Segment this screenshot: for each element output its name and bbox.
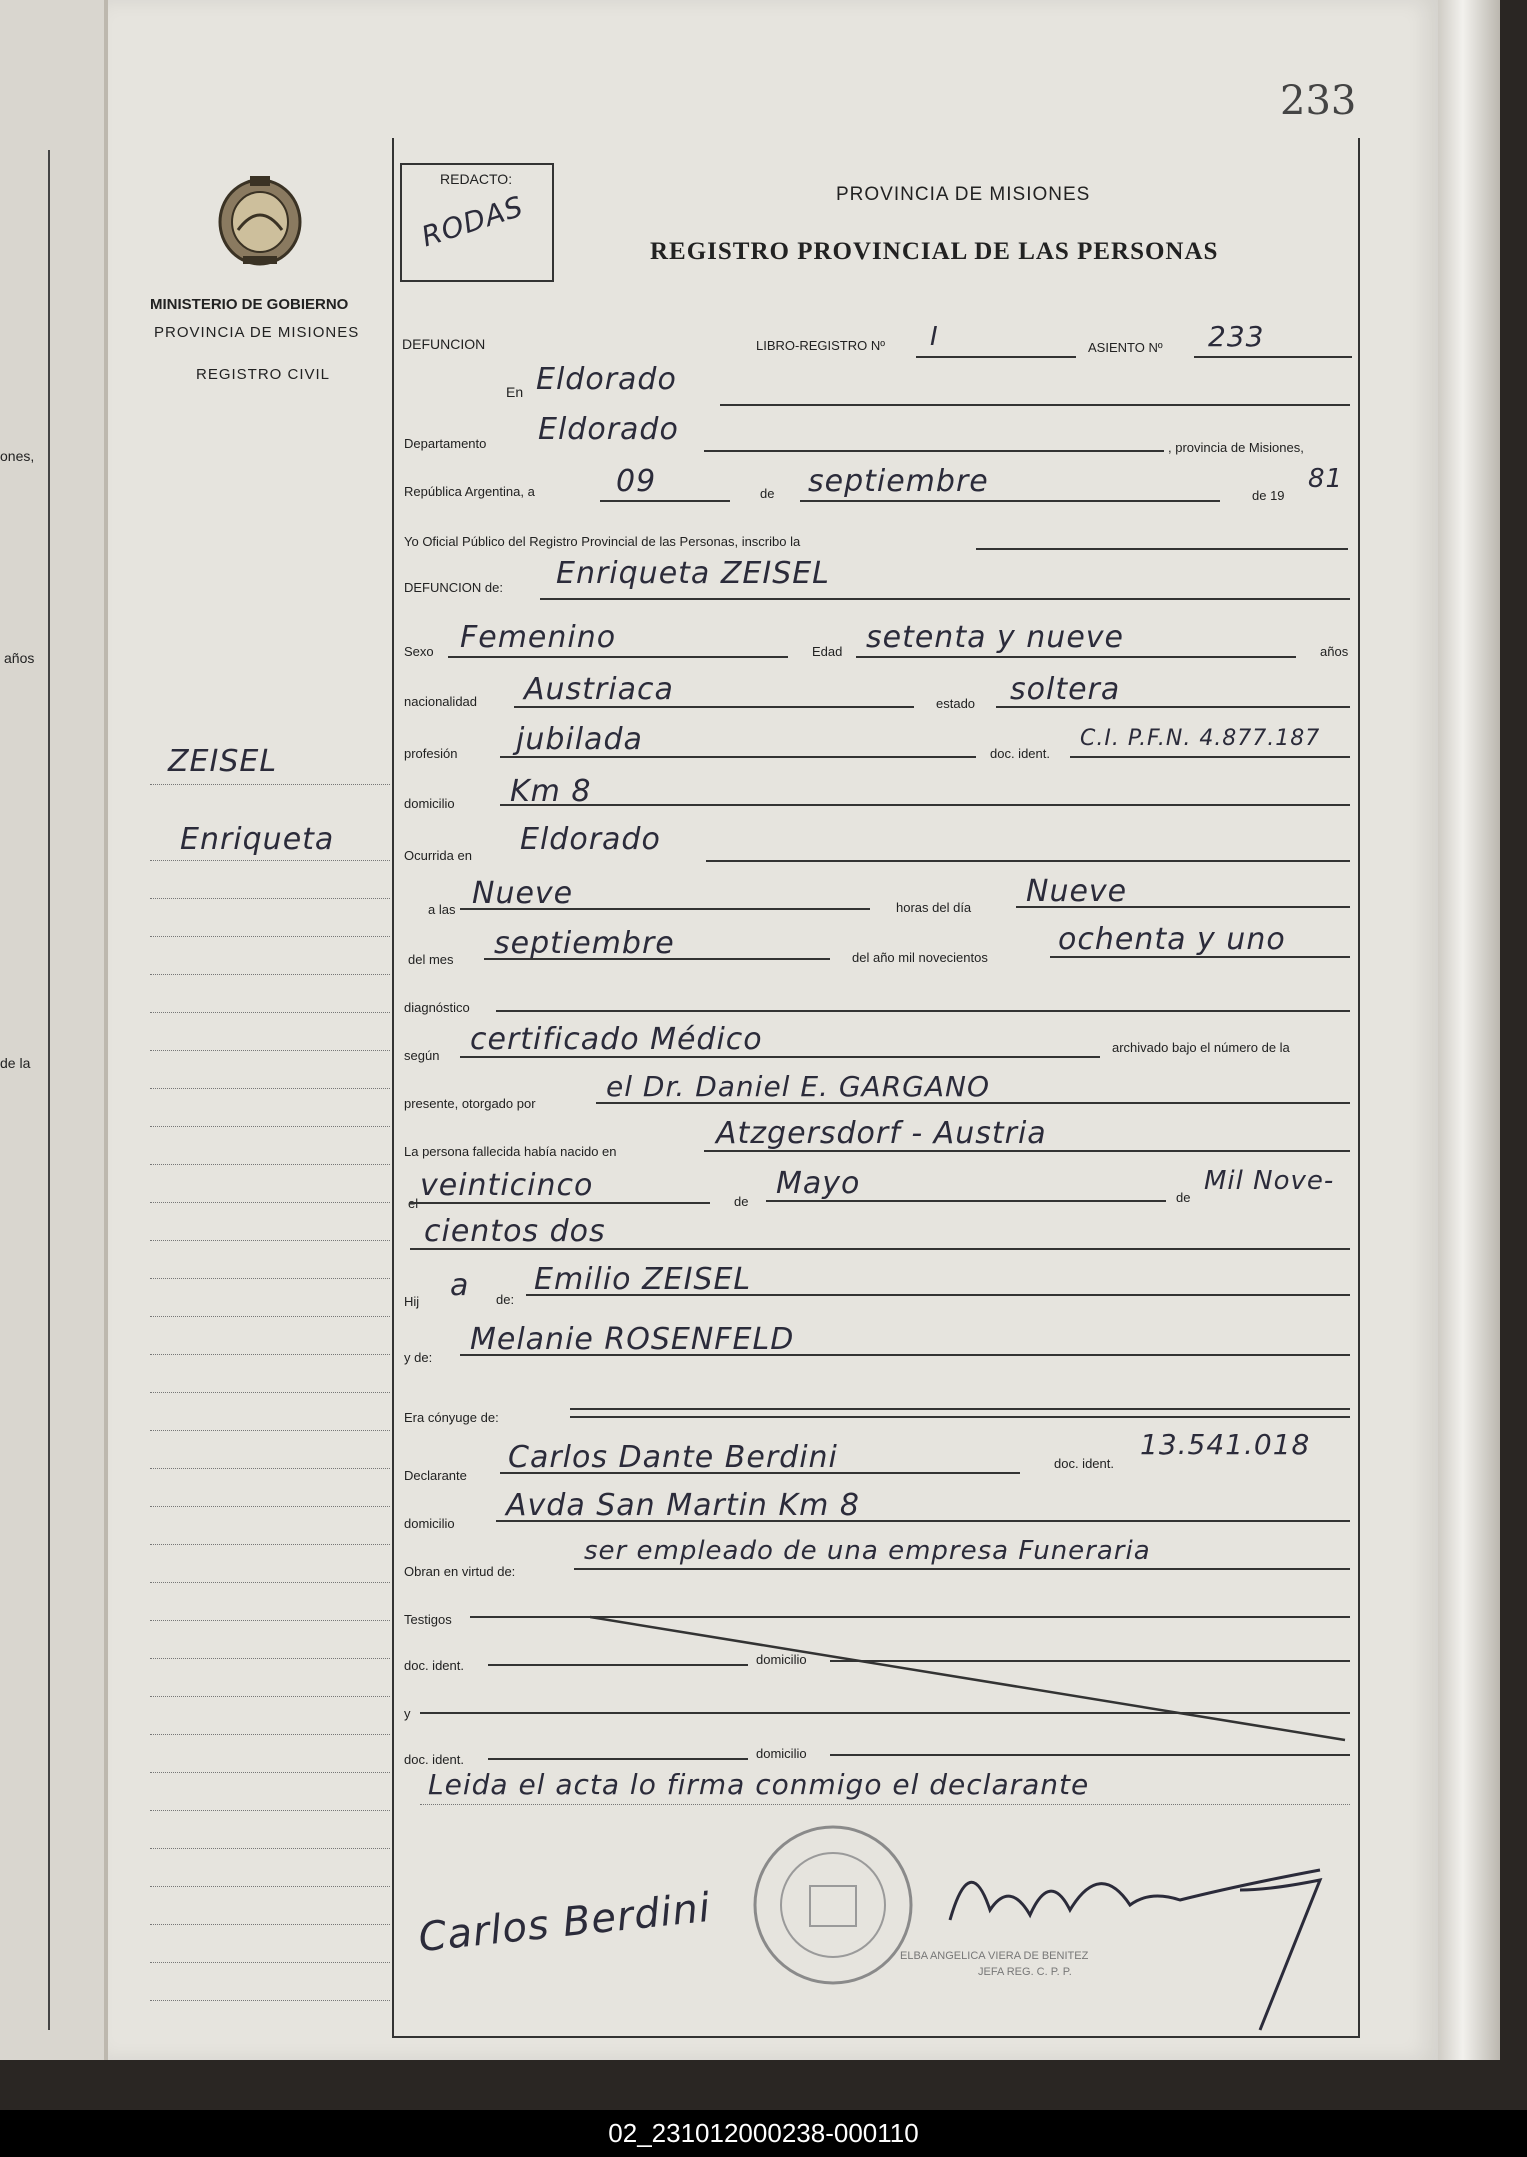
departamento-value: Eldorado bbox=[538, 412, 679, 447]
decl-domicilio-value: Avda San Martin Km 8 bbox=[506, 1488, 860, 1523]
year-value: 81 bbox=[1308, 464, 1344, 494]
t2-docident-label: doc. ident. bbox=[404, 1752, 464, 1767]
departamento-label: Departamento bbox=[404, 436, 487, 451]
hij-suffix: a bbox=[450, 1268, 470, 1303]
horas-value: Nueve bbox=[1026, 874, 1128, 909]
defuncion-de-label: DEFUNCION de: bbox=[404, 580, 503, 595]
estado-value: soltera bbox=[1010, 672, 1121, 707]
hij-label: Hij bbox=[404, 1294, 420, 1309]
diagnostico-label: diagnóstico bbox=[404, 1000, 470, 1015]
t-domicilio-label: domicilio bbox=[756, 1652, 807, 1667]
ministry-line-1: MINISTERIO DE GOBIERNO bbox=[150, 296, 349, 313]
provincia-suffix: , provincia de Misiones, bbox=[1168, 440, 1304, 455]
el-year-cont: cientos dos bbox=[424, 1214, 606, 1249]
official-seal-icon bbox=[748, 1820, 918, 1995]
anos-label: años bbox=[1320, 644, 1349, 659]
el-year-value: Mil Nove- bbox=[1204, 1166, 1335, 1196]
obran-label: Obran en virtud de: bbox=[404, 1564, 516, 1579]
delmes-label: del mes bbox=[408, 952, 454, 967]
padre-value: Emilio ZEISEL bbox=[534, 1262, 752, 1297]
header-registry: REGISTRO PROVINCIAL DE LAS PERSONAS bbox=[650, 238, 1219, 265]
archivado-label: archivado bajo el número de la bbox=[1112, 1040, 1290, 1055]
hij-de-label: de: bbox=[496, 1292, 515, 1307]
nacido-value: Atzgersdorf - Austria bbox=[716, 1116, 1047, 1151]
margin-given-name: Enriqueta bbox=[180, 822, 335, 857]
signature-left: Carlos Berdini bbox=[416, 1884, 714, 1962]
asiento-label: ASIENTO Nº bbox=[1088, 340, 1163, 355]
domicilio-value: Km 8 bbox=[510, 774, 592, 809]
frame-left bbox=[392, 138, 394, 2038]
yde-label: y de: bbox=[404, 1350, 433, 1365]
sexo-label: Sexo bbox=[404, 644, 434, 659]
conyuge-label: Era cónyuge de: bbox=[404, 1410, 499, 1425]
docident-label: doc. ident. bbox=[990, 746, 1050, 761]
left-page bbox=[0, 0, 108, 2060]
edad-label: Edad bbox=[812, 644, 843, 659]
ministry-line-2: PROVINCIA DE MISIONES bbox=[154, 324, 360, 341]
year-prefix: de 19 bbox=[1252, 488, 1285, 503]
profesion-value: jubilada bbox=[516, 722, 643, 757]
left-fragment-1: ones, bbox=[0, 448, 35, 464]
presente-label: presente, otorgado por bbox=[404, 1096, 536, 1111]
oficial-text: Yo Oficial Público del Registro Provincial de las Personas, inscribo la bbox=[404, 534, 801, 549]
redacto-label: REDACTO: bbox=[440, 171, 513, 187]
el-label: el bbox=[408, 1196, 419, 1211]
header-province: PROVINCIA DE MISIONES bbox=[836, 184, 1091, 205]
madre-value: Melanie ROSENFELD bbox=[470, 1322, 795, 1357]
delmes-value: septiembre bbox=[494, 926, 675, 961]
decl-docident-value: 13.541.018 bbox=[1140, 1428, 1311, 1461]
stamp-text-1: ELBA ANGELICA VIERA DE BENITEZ bbox=[900, 1950, 1089, 1962]
left-fragment-2: años bbox=[4, 650, 35, 666]
obran-value: ser empleado de una empresa Funeraria bbox=[584, 1536, 1151, 1566]
type-label: DEFUNCION bbox=[402, 336, 486, 352]
defuncion-de-value: Enriqueta ZEISEL bbox=[556, 556, 830, 591]
segun-label: según bbox=[404, 1048, 440, 1063]
estado-label: estado bbox=[936, 696, 976, 711]
el-de-label: de bbox=[734, 1194, 749, 1209]
margin-dotted-lines bbox=[150, 740, 390, 2040]
profesion-label: profesión bbox=[404, 746, 458, 761]
edad-value: setenta y nueve bbox=[866, 620, 1124, 655]
background-band bbox=[0, 2060, 1527, 2110]
book-edge bbox=[1438, 0, 1500, 2060]
month-value: septiembre bbox=[808, 464, 989, 499]
redacto-box bbox=[400, 163, 554, 282]
declarante-label: Declarante bbox=[404, 1468, 467, 1483]
margin-surname: ZEISEL bbox=[168, 744, 278, 779]
asiento-value: 233 bbox=[1208, 320, 1265, 353]
left-fragment-3: de la bbox=[0, 1055, 31, 1071]
ministry-line-3: REGISTRO CIVIL bbox=[196, 366, 331, 383]
en-label: En bbox=[506, 384, 524, 400]
libro-label: LIBRO-REGISTRO Nº bbox=[756, 338, 885, 353]
ocurrida-value: Eldorado bbox=[520, 822, 661, 857]
presente-value: el Dr. Daniel E. GARGANO bbox=[606, 1070, 990, 1103]
ocurrida-label: Ocurrida en bbox=[404, 848, 472, 863]
en-value: Eldorado bbox=[536, 362, 677, 397]
el-day-value: veinticinco bbox=[420, 1168, 594, 1203]
redacto-value: RODAS bbox=[417, 189, 528, 254]
y-label: y bbox=[404, 1706, 411, 1721]
docident-value: C.I. P.F.N. 4.877.187 bbox=[1080, 726, 1321, 751]
testigos-strikethrough bbox=[590, 1615, 1350, 1750]
declarante-value: Carlos Dante Berdini bbox=[508, 1440, 838, 1475]
nacido-label: La persona fallecida había nacido en bbox=[404, 1144, 617, 1159]
el-de2-label: de bbox=[1176, 1190, 1191, 1205]
domicilio-label: domicilio bbox=[404, 796, 455, 811]
frame-right bbox=[1358, 138, 1360, 2038]
signature-right-icon bbox=[940, 1830, 1340, 2045]
alas-label: a las bbox=[428, 902, 456, 917]
horas-label: horas del día bbox=[896, 900, 972, 915]
nacionalidad-label: nacionalidad bbox=[404, 694, 478, 709]
leida-text: Leida el acta lo firma conmigo el declarante bbox=[428, 1768, 1090, 1801]
republica-label: República Argentina, a bbox=[404, 484, 535, 499]
footer-id: 02_231012000238-000110 bbox=[0, 2110, 1527, 2157]
day-value: 09 bbox=[616, 464, 657, 499]
decl-docident-label: doc. ident. bbox=[1054, 1456, 1114, 1471]
libro-value: I bbox=[930, 322, 939, 352]
decl-domicilio-label: domicilio bbox=[404, 1516, 455, 1531]
page-number: 233 bbox=[1280, 78, 1357, 124]
t-docident-label: doc. ident. bbox=[404, 1658, 464, 1673]
segun-value: certificado Médico bbox=[470, 1022, 763, 1057]
de-label: de bbox=[760, 486, 775, 501]
sexo-value: Femenino bbox=[460, 620, 617, 655]
anomil-value: ochenta y uno bbox=[1058, 922, 1286, 957]
nacionalidad-value: Austriaca bbox=[524, 672, 674, 707]
t2-domicilio-label: domicilio bbox=[756, 1746, 807, 1761]
stamp-text-2: JEFA REG. C. P. P. bbox=[978, 1966, 1072, 1978]
anomil-label: del año mil novecientos bbox=[852, 950, 988, 965]
testigos-label: Testigos bbox=[404, 1612, 452, 1627]
coat-of-arms-icon bbox=[208, 170, 313, 275]
el-month-value: Mayo bbox=[776, 1166, 861, 1201]
alas-value: Nueve bbox=[472, 876, 574, 911]
